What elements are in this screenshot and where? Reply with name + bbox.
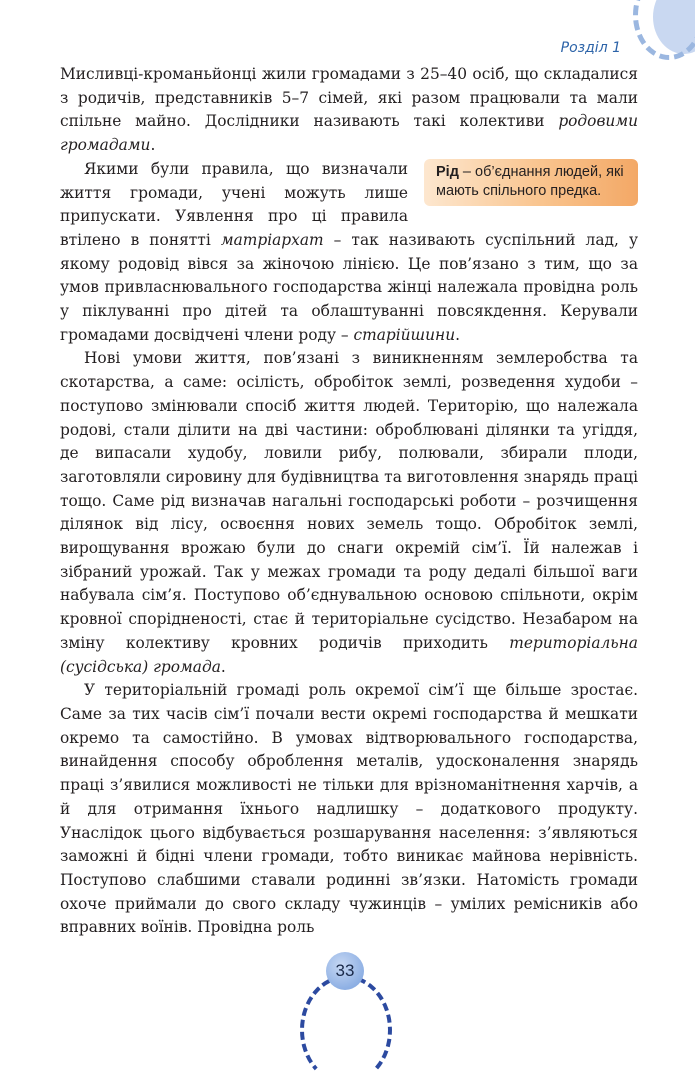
paragraph-4: У територіальній громаді роль окремої сім’ї ще більше зростає. Саме за тих часів сім’ї почали вести окремі господарства й мешкати окремо та самостійно. В умовах відтворювального господарства, винайдення способу оброблення металів, удосконалення знарядь праці з’явилися можливості не тільки для врізноманітнення харчів, а й для отримання їхнього надлишку – додаткового продукту. Унаслідок цього відбувається розшарування населення: з’являються заможні й бідні члени громади, тобто виникає майнова нерівність. Поступово слабшими ставали родинні зв’язки. Натомість громади охоче приймали до свого складу чужинців – умілих ремісників або вправних воїнів. Провідна роль [60, 681, 638, 937]
page-body [60, 63, 638, 940]
term-clan-communities: родовими громадами [60, 112, 638, 155]
paragraph-2: Рід – об’єднання людей, які мають спільного предка. Якими були правила, що визначали життя громади, учені можуть лише припускати. Уявлення про ці правила втілено в понятті матріархат – так називають суспільний лад, у якому родовід вівся за жіночою лінією. Це пов’язано з тим, що за умов привласнювального господарства жінці належала провідна роль у піклуванні про дітей та облаштуванні повсякдення. Керували громадами досвідчені члени роду – старійшини. [60, 159, 638, 344]
page-number: 33 [326, 952, 364, 990]
paragraph-3: Нові умови життя, пов’язані з виникненням землеробства та скотарства, а саме: осілість, обробіток землі, розведення худоби – поступово змінювали спосіб життя людей. Територію, що належала родові, стали ділити на дві частини: оброблювані ділянки та угіддя, де випасали худобу, ловили рибу, полювали, збирали плоди, заготовляли сировину для будівництва та виготовлення знарядь праці тощо. Саме рід визначав нагальні господарські роботи – розчищення ділянок від лісу, освоєння нових земель тощо. Обробіток землі, вирощування врожаю були до снаги окремій сім’ї. Їй належав і зібраний урожай. Так у межах громади та роду дедалі більшої ваги набувала сім’я. Поступово об’єднувальною основою спільноти, окрім кровної спорідненості, стає й територіальне сусідство. Незабаром на зміну колективу кровних родичів приходить територіальна (сусідська) громада. [60, 349, 638, 676]
term-elders: старійшини [353, 325, 456, 344]
definition-box [424, 159, 638, 206]
definition-term: Рід [436, 163, 459, 180]
paragraph-1: Мисливці-кроманьйонці жили громадами з 25–40 осіб, що складалися з родичів, представників 5–7 сімей, які разом працювали та мали спільне майно. Дослідники називають такі колективи родовими громадами. [60, 65, 638, 155]
definition-text: – об’єднання людей, які мають спільного предка. [436, 163, 624, 199]
corner-dashed-arc [633, 0, 695, 60]
term-territorial-community: територіальна (сусідська) громада [60, 633, 638, 676]
page-number-dashed-arc [300, 975, 392, 1085]
term-matriarchy: матріархат [220, 230, 324, 249]
section-label: Розділ 1 [560, 40, 621, 56]
